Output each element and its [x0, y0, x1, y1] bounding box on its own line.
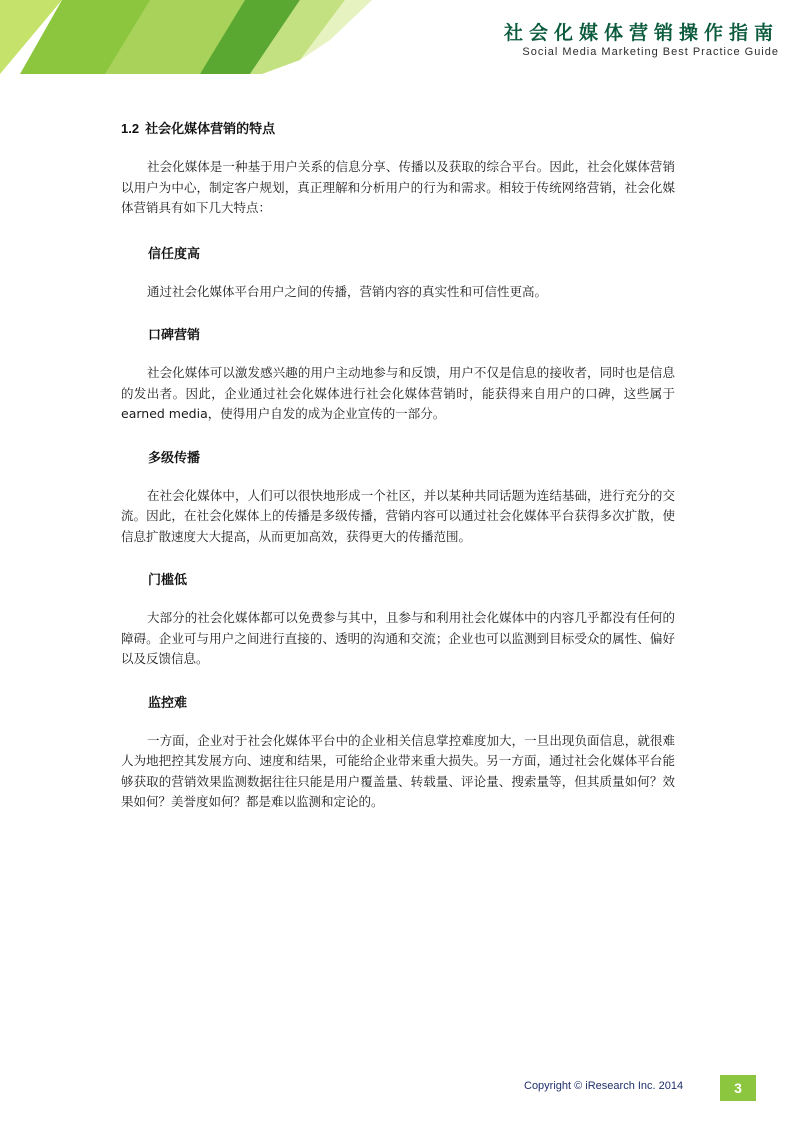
section-title: 社会化媒体营销的特点 — [145, 122, 276, 137]
header-subtitle: Social Media Marketing Best Practice Guide — [522, 46, 779, 58]
feature-title-multilevel: 多级传播 — [148, 450, 201, 466]
feature-text-trust: 通过社会化媒体平台用户之间的传播，营销内容的真实性和可信性更高。 — [147, 283, 548, 299]
feature-text-low-barrier: 大部分的社会化媒体都可以免费参与其中，且参与和利用社会化媒体中的内容几乎都没有任何的障碍。企业可与用户之间进行直接的、透明的沟通和交流；企业也可以监测到目标受众的属性、偏好以及反馈信息。 — [121, 610, 675, 666]
section-intro: 社会化媒体是一种基于用户关系的信息分享、传播以及获取的综合平台。因此，社会化媒体营销以用户为中心，制定客户规划，真正理解和分析用户的行为和需求。相较于传统网络营销，社会化媒体营销具有如下几大特点： — [121, 159, 675, 215]
section-number: 1.2 — [121, 121, 140, 136]
feature-title-low-barrier: 门槛低 — [148, 573, 188, 588]
feature-text-word-of-mouth: 社会化媒体可以激发感兴趣的用户主动地参与和反馈，用户不仅是信息的接收者，同时也是信息的发出者。因此，企业通过社会化媒体进行社会化媒体营销时，能获得来自用户的口碑，这些属于earned media，使得用户自发的成为企业宣传的一部分。 — [121, 365, 675, 421]
feature-text-hard-to-monitor: 一方面，企业对于社会化媒体平台中的企业相关信息掌控难度加大，一旦出现负面信息，就很难人为地把控其发展方向、速度和结果，可能给企业带来重大损失。另一方面，通过社会化媒体平台能够获取的营销效果监测数据往往只能是用户覆盖量、转载量、评论量、搜索量等，但其质量如何？效果如何？美誉度如何？都是难以监测和定论的。 — [121, 732, 675, 809]
page-number: 3 — [720, 1075, 756, 1101]
feature-text-multilevel: 在社会化媒体中，人们可以很快地形成一个社区，并以某种共同话题为连结基础，进行充分的交流。因此，在社会化媒体上的传播是多级传播，营销内容可以通过社会化媒体平台获得多次扩散，使信息扩散速度大大提高，从而更加高效，获得更大的传播范围。 — [121, 487, 675, 544]
feature-title-hard-to-monitor: 监控难 — [148, 695, 188, 711]
footer-copyright: Copyright © iResearch Inc. 2014 — [524, 1080, 684, 1092]
main-content — [121, 118, 675, 813]
header-title: 社会化媒体营销操作指南 — [503, 22, 779, 44]
section-heading — [121, 118, 675, 137]
page-header — [0, 0, 793, 74]
feature-title-word-of-mouth: 口碑营销 — [148, 328, 201, 343]
feature-title-trust: 信任度高 — [148, 246, 201, 262]
